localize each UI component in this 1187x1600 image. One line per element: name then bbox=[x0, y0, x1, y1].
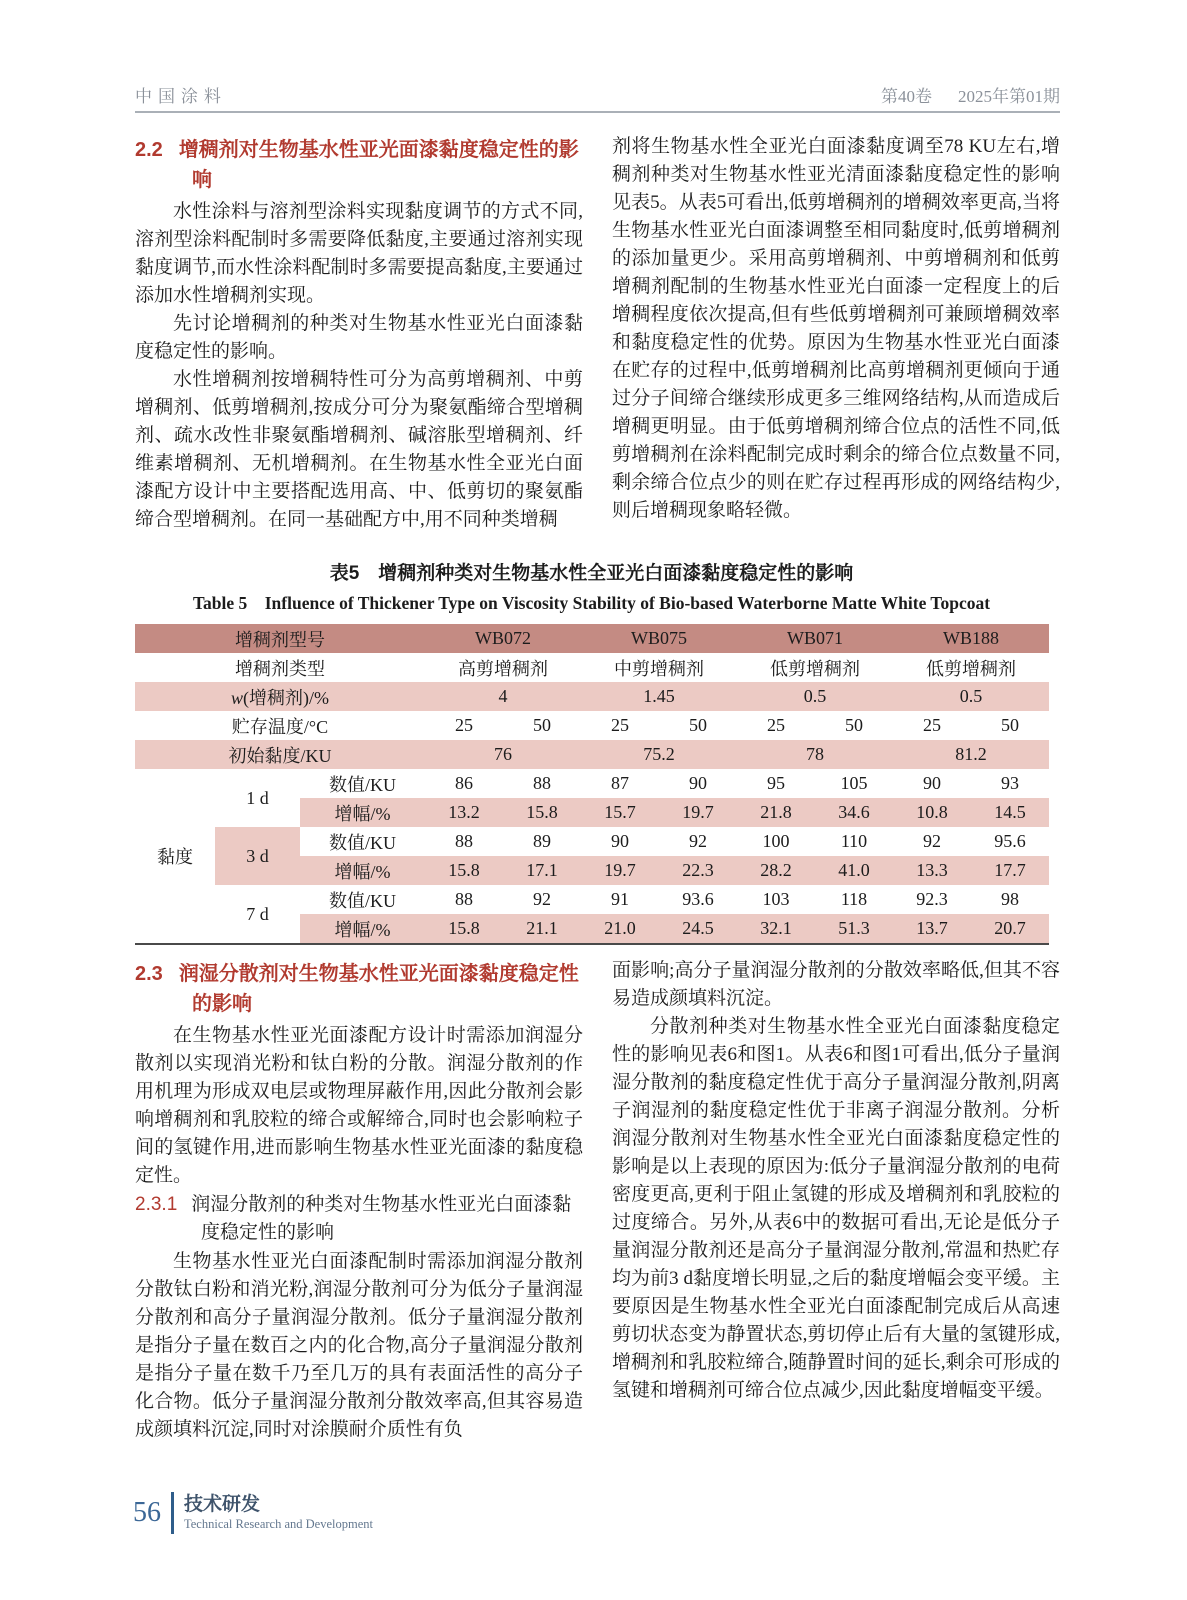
footer-divider bbox=[171, 1492, 174, 1534]
paragraph-continuation: 剂将生物基水性全亚光白面漆黏度调至78 KU左右,增稠剂种类对生物基水性亚光清面漆黏度稳定性的影响见表5。从表5可看出,低剪增稠剂的增稠效率更高,当将生物基水性亚光白面漆调整至相同黏度时,低剪增稠剂的添加量更少。采用高剪增稠剂、中剪增稠剂和低剪增稠剂配制的生物基水性亚光白面漆一定程度上的后增稠程度依次提高,但有些低剪增稠剂可兼顾增稠效率和黏度稳定性的优势。原因为生物基水性亚光白面漆在贮存的过程中,低剪增稠剂比高剪增稠剂更倾向于通过分子间缔合继续形成更多三维网络结构,从而造成后增稠更明显。由于低剪增稠剂缔合位点的活性不同,低剪增稠剂在涂料配制完成时剩余的缔合位点数量不同,剩余缔合位点少的则在贮存过程再形成的网络结构少,则后增稠现象略轻微。 bbox=[612, 136, 1060, 521]
issue: 2025年第01期 bbox=[958, 87, 1060, 106]
table-cell: 25 bbox=[923, 715, 941, 735]
footer-section bbox=[184, 1494, 373, 1532]
table-cell: 93.6 bbox=[682, 889, 714, 909]
table-cell: 21.0 bbox=[581, 914, 659, 944]
table-cell: 51.3 bbox=[815, 914, 893, 944]
symbol-w: w bbox=[231, 687, 244, 708]
table-row bbox=[135, 885, 1049, 914]
footer-section-en: Technical Research and Development bbox=[184, 1517, 373, 1531]
table-row bbox=[135, 711, 1049, 740]
table-cell: 25 bbox=[455, 715, 473, 735]
table-cell: 76 bbox=[425, 740, 581, 769]
table-cell: 低剪增稠剂 bbox=[926, 658, 1016, 679]
table-cell: 50 bbox=[1001, 715, 1019, 735]
table-cell: 88 bbox=[533, 773, 551, 793]
table-cell: WB072 bbox=[425, 624, 581, 653]
table-cell: WB071 bbox=[737, 624, 893, 653]
table-row bbox=[135, 653, 1049, 682]
section-title: 增稠剂对生物基水性亚光面漆黏度稳定性的影响 bbox=[178, 139, 579, 191]
table-cell: 13.7 bbox=[893, 914, 971, 944]
table-cell: 20.7 bbox=[971, 914, 1049, 944]
table-cell: 103 bbox=[762, 889, 790, 909]
table-cell-label: (增稠剂)/% bbox=[243, 687, 329, 708]
table-cell: 10.8 bbox=[893, 798, 971, 827]
table-cell: 95.6 bbox=[994, 831, 1026, 851]
table-cell: 32.1 bbox=[737, 914, 815, 944]
paragraph: 水性涂料与溶剂型涂料实现黏度调节的方式不同,溶剂型涂料配制时多需要降低黏度,主要通过溶剂实现黏度调节,而水性涂料配制时多需要提高黏度,主要通过添加水性增稠剂实现。 bbox=[135, 201, 583, 306]
table-cell: 17.7 bbox=[971, 856, 1049, 885]
table-cell: 数值/KU bbox=[329, 774, 396, 795]
table-cell: 增幅/% bbox=[300, 798, 425, 827]
table-cell: 贮存温度/°C bbox=[231, 716, 329, 737]
table-cell-day: 3 d bbox=[215, 827, 300, 885]
table-cell: 15.7 bbox=[581, 798, 659, 827]
section-heading-2-2 bbox=[135, 135, 583, 195]
table-cell: 90 bbox=[923, 773, 941, 793]
table-row bbox=[135, 827, 1049, 856]
table-cell: 15.8 bbox=[425, 856, 503, 885]
table-cell: 86 bbox=[455, 773, 473, 793]
paragraph: 生物基水性亚光白面漆配制时需添加润湿分散剂分散钛白粉和消光粉,润湿分散剂可分为低分子量润湿分散剂和高分子量润湿分散剂。低分子量润湿分散剂是指分子量在数百之内的化合物,高分子量润湿分散剂是指分子量在数千乃至几万的具有表面活性的高分子化合物。低分子量润湿分散剂分散效率高,但其容易造成颜填料沉淀,同时对涂膜耐介质性有负 bbox=[135, 1251, 583, 1440]
table-row bbox=[135, 740, 1049, 769]
table-cell: 4 bbox=[425, 682, 581, 711]
table-cell: 93 bbox=[1001, 773, 1019, 793]
table-cell: 高剪增稠剂 bbox=[458, 658, 548, 679]
section-bottom bbox=[135, 957, 1060, 1444]
table-cell: 0.5 bbox=[737, 682, 893, 711]
table-cell: 50 bbox=[689, 715, 707, 735]
table-cell: 增幅/% bbox=[300, 856, 425, 885]
table-row bbox=[135, 682, 1049, 711]
table-cell: 78 bbox=[737, 740, 893, 769]
table-cell: 15.8 bbox=[425, 914, 503, 944]
table-cell: 21.8 bbox=[737, 798, 815, 827]
table-cell: 14.5 bbox=[971, 798, 1049, 827]
table-cell: 21.1 bbox=[503, 914, 581, 944]
table-cell: 92.3 bbox=[916, 889, 948, 909]
volume: 第40卷 bbox=[881, 87, 932, 106]
table-cell: 1.45 bbox=[581, 682, 737, 711]
table-cell: 89 bbox=[533, 831, 551, 851]
table-cell: 90 bbox=[689, 773, 707, 793]
section-number: 2.3.1 bbox=[135, 1194, 178, 1215]
table-cell: 中剪增稠剂 bbox=[614, 658, 704, 679]
header-rule bbox=[135, 111, 1060, 113]
table-cell: 13.2 bbox=[425, 798, 503, 827]
table-cell: 数值/KU bbox=[329, 890, 396, 911]
column-right-top bbox=[612, 133, 1060, 534]
section-number: 2.2 bbox=[135, 139, 163, 161]
table-cell-day: 1 d bbox=[246, 787, 269, 808]
table-row bbox=[135, 624, 1049, 653]
table-cell: 15.8 bbox=[503, 798, 581, 827]
table-cell: 41.0 bbox=[815, 856, 893, 885]
table-cell: WB075 bbox=[581, 624, 737, 653]
table-cell: 110 bbox=[840, 831, 868, 851]
table-cell: 50 bbox=[533, 715, 551, 735]
paragraph: 分散剂种类对生物基水性全亚光白面漆黏度稳定性的影响见表6和图1。从表6和图1可看出,低分子量润湿分散剂的黏度稳定性优于高分子量润湿分散剂,阴离子润湿剂的黏度稳定性优于非离子润湿分散剂。分析润湿分散剂对生物基水性全亚光白面漆黏度稳定性的影响是以上表现的原因为:低分子量润湿分散剂的电荷密度更高,更利于阻止氢键的形成及增稠剂和乳胶粒的过度缔合。另外,从表6中的数据可看出,无论是低分子量润湿分散剂还是高分子量润湿分散剂,常温和热贮存均为前3 d黏度增长明显,之后的黏度增幅会变平缓。主要原因是生物基水性全亚光白面漆配制完成后从高速剪切状态变为静置状态,剪切停止后有大量的氢键形成,增稠剂和乳胶粒缔合,随静置时间的延长,剩余可形成的氢键和增稠剂可缔合位点减少,因此黏度增幅变平缓。 bbox=[612, 1016, 1060, 1401]
table-cell: 105 bbox=[840, 773, 868, 793]
section-heading-2-3-1 bbox=[135, 1191, 583, 1247]
section-number: 2.3 bbox=[135, 963, 163, 985]
page-footer bbox=[133, 1492, 373, 1534]
table-cell: 增稠剂型号 bbox=[135, 624, 425, 653]
table-cell: 50 bbox=[845, 715, 863, 735]
table-cell-day: 7 d bbox=[246, 903, 269, 924]
table-cell: 88 bbox=[455, 831, 473, 851]
footer-section-zh: 技术研发 bbox=[184, 1494, 261, 1515]
table5-caption-en: Table 5 Influence of Thickener Type on Viscosity Stability of Bio-based Waterborne Matte White Topcoat bbox=[192, 593, 991, 613]
volume-issue bbox=[881, 82, 1060, 107]
table-cell: 24.5 bbox=[659, 914, 737, 944]
table-cell: 13.3 bbox=[893, 856, 971, 885]
table-row bbox=[135, 769, 1049, 798]
section-title: 润湿分散剂对生物基水性亚光面漆黏度稳定性的影响 bbox=[178, 963, 579, 1015]
column-left-top bbox=[135, 133, 583, 534]
table-cell: 增幅/% bbox=[300, 914, 425, 944]
table-cell: 100 bbox=[762, 831, 790, 851]
table-cell-viscosity: 黏度 bbox=[157, 847, 193, 867]
table-cell: 34.6 bbox=[815, 798, 893, 827]
table-cell: WB188 bbox=[893, 624, 1049, 653]
table-cell: 0.5 bbox=[893, 682, 1049, 711]
paragraph: 在生物基水性亚光面漆配方设计时需添加润湿分散剂以实现消光粉和钛白粉的分散。润湿分散剂的作用机理为形成双电层或物理屏蔽作用,因此分散剂会影响增稠剂和乳胶粒的缔合或解缔合,同时也会影响粒子间的氢键作用,进而影响生物基水性亚光面漆的黏度稳定性。 bbox=[135, 1025, 583, 1186]
paragraph: 先讨论增稠剂的种类对生物基水性亚光白面漆黏度稳定性的影响。 bbox=[135, 313, 583, 362]
column-left-bottom bbox=[135, 957, 583, 1444]
journal-name: 中国涂料 bbox=[135, 87, 227, 106]
table-cell: 92 bbox=[689, 831, 707, 851]
table-cell: 低剪增稠剂 bbox=[770, 658, 860, 679]
table-cell: 17.1 bbox=[503, 856, 581, 885]
running-head bbox=[135, 82, 1060, 107]
section-heading-2-3 bbox=[135, 959, 583, 1019]
column-right-bottom bbox=[612, 957, 1060, 1444]
table5-caption-zh: 表5 增稠剂种类对生物基水性全亚光白面漆黏度稳定性的影响 bbox=[329, 563, 854, 584]
table5-block bbox=[135, 558, 1048, 945]
table-cell: 19.7 bbox=[581, 856, 659, 885]
paragraph-continuation: 面影响;高分子量润湿分散剂的分散效率略低,但其不容易造成颜填料沉淀。 bbox=[612, 960, 1060, 1009]
table-cell: 90 bbox=[611, 831, 629, 851]
table-cell: 25 bbox=[611, 715, 629, 735]
table-cell: 88 bbox=[455, 889, 473, 909]
table-cell: 87 bbox=[611, 773, 629, 793]
table-cell bbox=[135, 682, 425, 711]
table-cell: 初始黏度/KU bbox=[135, 740, 425, 769]
page-number: 56 bbox=[133, 1497, 161, 1528]
table-cell: 92 bbox=[923, 831, 941, 851]
table-cell: 28.2 bbox=[737, 856, 815, 885]
table-cell: 118 bbox=[840, 889, 868, 909]
section-top bbox=[135, 133, 1060, 534]
table-cell: 增稠剂类型 bbox=[235, 658, 325, 679]
table-cell: 75.2 bbox=[581, 740, 737, 769]
table-cell: 25 bbox=[767, 715, 785, 735]
table-cell: 91 bbox=[611, 889, 629, 909]
table-cell: 22.3 bbox=[659, 856, 737, 885]
table-cell: 92 bbox=[533, 889, 551, 909]
table-cell: 81.2 bbox=[893, 740, 1049, 769]
table-cell: 98 bbox=[1001, 889, 1019, 909]
table-cell: 95 bbox=[767, 773, 785, 793]
table-cell: 19.7 bbox=[659, 798, 737, 827]
section-title: 润湿分散剂的种类对生物基水性亚光白面漆黏度稳定性的影响 bbox=[191, 1194, 572, 1243]
table5 bbox=[135, 624, 1049, 945]
paragraph: 水性增稠剂按增稠特性可分为高剪增稠剂、中剪增稠剂、低剪增稠剂,按成分可分为聚氨酯缔合型增稠剂、疏水改性非聚氨酯增稠剂、碱溶胀型增稠剂、纤维素增稠剂、无机增稠剂。在生物基水性全亚光白面漆配方设计中主要搭配选用高、中、低剪切的聚氨酯缔合型增稠剂。在同一基础配方中,用不同种类增稠 bbox=[135, 369, 583, 530]
table-cell: 数值/KU bbox=[329, 832, 396, 853]
